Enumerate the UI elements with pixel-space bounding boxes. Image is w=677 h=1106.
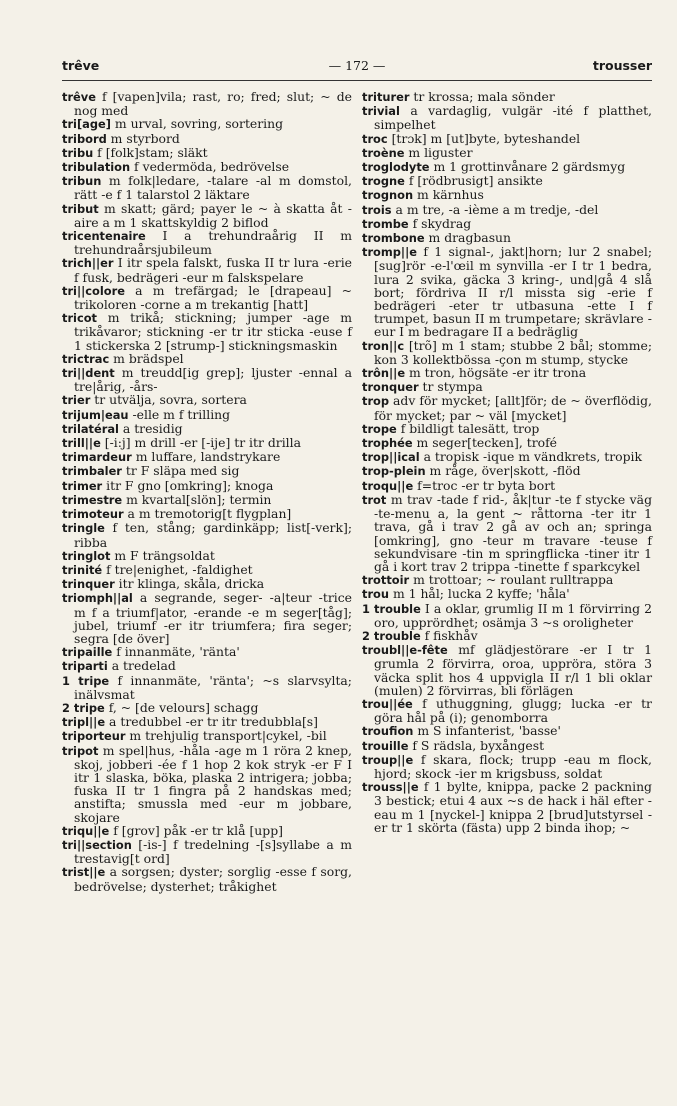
dictionary-entry [362,602,652,629]
entry-definition: f [grov] påk -er tr klå [upp] [109,822,283,838]
dictionary-entry [362,724,652,738]
dictionary-entry [362,394,652,421]
entry-definition: -elle m f trilling [128,406,231,422]
entry-headword: triturer [362,90,410,104]
entry-definition: I a oklar, grumlig II m 1 förvirring 2 oro, upprördhet; osämja 3 ~s oroligheter [374,600,652,630]
dictionary-entry [362,203,652,217]
entry-definition: f [rödbrusigt] ansikte [404,173,543,189]
dictionary-entry [62,408,352,422]
entry-headword: tricot [62,311,97,326]
entry-headword: 1 trouble [362,601,421,616]
dictionary-entry [62,715,352,729]
entry-definition: m F trängsoldat [110,547,215,563]
entry-definition: m trav -tade f rid-, åk|tur -te f stycke väg -te-menu a, la gent ~ råttorna -ter itr 1 trava, gå i trav 2 gå av och an; springa [omkring], gno -teur m travare -teuse f sekundvisare -tin m springflicka -tiner itr 1 gå i kort trav 2 trippa -tinette f sparkcykel [374,491,652,574]
entry-headword: tripaille [62,645,113,660]
entry-headword: tripl||e [62,715,106,730]
entry-definition: f vedermöda, bedrövelse [130,159,290,175]
header-rule [62,80,652,81]
dictionary-entry [362,217,652,231]
entry-definition: m kvartal[slön]; termin [122,491,272,507]
entry-definition: adv för mycket; [allt]för; de ~ överflödig, för mycket; par ~ väl [mycket] [374,393,652,423]
dictionary-entry [62,352,352,366]
dictionary-entry [362,643,652,697]
dictionary-entry [362,479,652,493]
entry-definition: m luffare, landstrykare [131,449,281,465]
entry-definition: f bildligt talesätt, trop [396,420,540,436]
entry-definition: f, ~ [de velours] schagg [104,699,259,715]
entry-headword: trier [62,393,91,408]
entry-headword: trouille [362,738,409,753]
entry-headword: troup||e [362,752,414,767]
left-column [62,90,352,893]
entry-headword: trinité [62,562,103,577]
entry-definition: a tropisk -ique m vändkrets, tropik [419,449,643,465]
entry-headword: trimardeur [62,450,132,465]
entry-headword: tricentenaire [62,229,146,244]
dictionary-entry [62,311,352,352]
entry-definition: f=troc -er tr byta bort [413,477,556,493]
dictionary-entry [62,366,352,393]
entry-headword: trouss||e [362,780,419,795]
entry-definition: m 1 grottinvånare 2 gärdsmyg [429,159,626,175]
dictionary-entry [362,739,652,753]
entry-definition: tr F släpa med sig [121,463,240,479]
last-headword-guide: trousser [592,58,652,73]
entry-headword: trombe [362,216,409,231]
entry-headword: trou [362,587,389,602]
entry-definition: a m tremotorig[t flygplan] [123,506,292,522]
entry-definition: f tre|enighet, -faldighet [102,561,253,577]
dictionary-entry [362,464,652,478]
entry-headword: trogne [362,174,405,189]
dictionary-entry [62,436,352,450]
dictionary-entry [62,507,352,521]
dictionary-entry [62,549,352,563]
dictionary-entry [62,90,352,117]
entry-definition: m skatt; gärd; payer le ~ à skatta åt -aire a m 1 skattskyldig 2 biflod [74,200,352,230]
entry-definition: f innanmäte, 'ränta'; ~s slarvsylta; inälvsmat [74,672,352,702]
entry-headword: trictrac [62,351,110,366]
entry-definition: a m tre, -a -ième a m tredje, -del [391,201,599,217]
entry-definition: f 1 bylte, knippa, packe 2 packning 3 bestick; etui 4 aux ~s de hack i häl efter -eau m 1 [nyckel-] knippa 2 [brud]utstyrsel -er tr 1 skörta (fästa) upp 2 binda ihop; ~ [374,779,652,835]
entry-definition: f S rädsla, byxångest [408,737,545,753]
dictionary-entry [62,493,352,507]
entry-definition: m trehjulig transport|cykel, -bil [125,728,327,744]
entry-headword: trot [362,492,387,507]
entry-headword: tri||section [62,837,132,852]
entry-definition: [trɔk] m [ut]byte, byteshandel [387,130,581,146]
dictionary-entry [62,284,352,311]
dictionary-entry [62,645,352,659]
entry-headword: trope [362,421,397,436]
right-column [362,90,652,834]
entry-definition: a segrande, seger- -a|teur -trice m f a triumf|ator, -erande -e m seger[tåg]; jubel, triumf -er itr triumfera; fira seger; segra [de över] [74,590,352,646]
entry-headword: tri[age] [62,117,111,132]
entry-definition: a m trefärgad; le [drapeau] ~ trikoloren -corne a m trekantig [hatt] [74,282,352,313]
dictionary-entry [362,174,652,188]
entry-headword: trôn||e [362,366,406,381]
dictionary-entry [62,160,352,174]
entry-definition: m treudd[ig grep]; ljuster -ennal a tre|årig, -års- [74,365,352,395]
entry-headword: trottoir [362,573,410,588]
dictionary-entry [362,493,652,573]
entry-headword: trivial [362,104,400,119]
dictionary-entry [62,393,352,407]
dictionary-entry [362,245,652,338]
entry-headword: 2 tripe [62,700,105,715]
entry-headword: trimer [62,478,103,493]
entry-headword: tribu [62,145,94,160]
dictionary-entry [62,674,352,701]
dictionary-entry [362,436,652,450]
entry-definition: m tron, högsäte -er itr trona [405,365,587,381]
dictionary-entry [362,422,652,436]
entry-definition: a tredelad [107,658,176,674]
entry-definition: m trikå; stickning; jumper -age m trikåvaror; stickning -er tr itr sticka -euse f 1 stickerska 2 [strump-] stickningsmaskin [74,310,352,353]
entry-definition: f [folk]stam; släkt [93,144,208,160]
entry-definition: a tresidig [118,420,183,436]
entry-definition: mf glädjestörare -er I tr 1 grumla 2 förvirra, oroa, uppröra, störa 3 väcka split hos 4 uppvigla II r/l 1 bli oklar (mulen) 2 förvirras, bli förlägen [374,642,652,698]
entry-headword: trop||ical [362,450,420,465]
dictionary-entry [62,479,352,493]
entry-headword: trognon [362,188,414,203]
entry-definition: f innanmäte, 'ränta' [112,644,240,660]
entry-definition: a vardaglig, vulgär -ité f platthet, simpelhet [374,103,652,133]
dictionary-entry [362,629,652,643]
entry-headword: trilatéral [62,421,119,436]
entry-definition: m liguster [404,144,473,160]
entry-definition: tr utvälja, sovra, sortera [90,392,247,408]
dictionary-entry [62,117,352,131]
entry-definition: f uthuggning, glugg; lucka -er tr göra hål på (i); genomborra [374,695,652,726]
entry-headword: trich||er [62,256,114,271]
entry-headword: tringle [62,521,105,536]
dictionary-entry [362,380,652,394]
entry-headword: trill||e [62,436,101,451]
dictionary-entry [62,202,352,229]
dictionary-entry [62,838,352,865]
entry-headword: trimestre [62,492,123,507]
entry-headword: trois [362,202,392,217]
page-header [62,58,652,78]
entry-definition: f skydrag [408,215,472,231]
dictionary-entry [62,865,352,892]
entry-definition: [trõ] m 1 stam; stubbe 2 bål; stomme; kon 3 kollektbössa -çon m stump, stycke [374,337,652,367]
entry-headword: triparti [62,659,108,674]
entry-headword: tribut [62,201,99,216]
entry-headword: 1 tripe [62,673,110,688]
dictionary-entry [362,753,652,780]
dictionary-entry [362,780,652,834]
entry-headword: trinquer [62,577,115,592]
first-headword-guide: trêve [62,58,100,73]
dictionary-entry [62,591,352,645]
entry-headword: trombone [362,231,425,246]
entry-headword: troglodyte [362,160,430,175]
dictionary-entry [62,824,352,838]
dictionary-entry [362,366,652,380]
dictionary-entry [62,256,352,283]
entry-headword: trijum|eau [62,407,129,422]
dictionary-entry [62,577,352,591]
dictionary-entry [362,573,652,587]
entry-definition: m dragbasun [424,230,512,246]
entry-definition: f skara, flock; trupp -eau m flock, hjord; skock -ier m krigsbuss, soldat [374,751,652,781]
dictionary-entry [62,659,352,673]
dictionary-entry [362,90,652,104]
entry-definition: itr F gno [omkring]; knoga [102,477,274,493]
entry-definition: a sorgsen; dyster; sorglig -esse f sorg, bedrövelse; dysterhet; tråkighet [74,864,352,894]
entry-headword: tribun [62,174,102,189]
entry-headword: tri||colore [62,283,125,298]
entry-definition: tr stympa [418,379,483,395]
dictionary-entry [362,146,652,160]
entry-definition: f ten, stång; gardinkäpp; list[-verk]; ribba [74,520,352,550]
dictionary-entry [362,132,652,146]
dictionary-entry [62,744,352,824]
entry-definition: m folk|ledare, -talare -al m domstol, rätt -e f 1 talarstol 2 läktare [74,173,352,203]
entry-definition: itr klinga, skåla, dricka [114,576,265,592]
entry-definition: m brädspel [109,350,184,366]
entry-headword: tronquer [362,380,419,395]
entry-headword: trist||e [62,865,106,880]
dictionary-entry [362,587,652,601]
entry-headword: triqu||e [62,823,110,838]
dictionary-entry [62,146,352,160]
entry-definition: m styrbord [106,130,180,146]
entry-definition: m spel|hus, -håla -age m 1 röra 2 knep, skoj, jobberi -ée f 1 hop 2 kok stryk -er F I itr 1 slaska, böka, plaska 2 intrigera; jobba; fuska II tr 1 fingra på 2 handskas med; anstifta; smussla med -eur m jobbare, skojare [74,742,352,825]
entry-definition: [-is-] f tredelning -[s]syllabe a m trestavig[t ord] [74,836,352,867]
entry-headword: trêve [62,90,96,104]
dictionary-entry [362,104,652,131]
entry-headword: trimoteur [62,507,124,522]
entry-definition: m 1 hål; lucka 2 kyffe; 'håla' [389,586,570,602]
page-number: — 172 — [328,58,386,73]
entry-definition: m urval, sovring, sortering [110,116,284,132]
dictionary-entry [62,174,352,201]
dictionary-entry [362,231,652,245]
entry-headword: tribulation [62,160,131,175]
entry-headword: troufion [362,724,414,739]
entry-definition: m råge, över|skott, -flöd [425,463,581,479]
dictionary-entry [62,229,352,256]
entry-definition: f [vapen]vila; rast, ro; fred; slut; ~ de nog med [74,89,352,119]
entry-headword: troc [362,131,388,146]
entry-headword: troubl||e-fête [362,643,448,658]
entry-headword: tripot [62,743,99,758]
entry-headword: tringlot [62,548,111,563]
entry-definition: I itr spela falskt, fuska II tr lura -erie f fusk, bedrägeri -eur m falskspelare [74,255,352,285]
dictionary-entry [362,450,652,464]
dictionary-entry [62,464,352,478]
entry-headword: 2 trouble [362,628,421,643]
entry-headword: tromp||e [362,245,417,260]
dictionary-entry [62,563,352,577]
dictionary-entry [62,132,352,146]
entry-definition: m trottoar; ~ roulant rulltrappa [409,572,614,588]
entry-headword: trop-plein [362,464,426,479]
entry-definition: f 1 signal-, jakt|horn; lur 2 snabel; [sug]rör -e-l'œil m synvilla -er I tr 1 bedra, lura 2 svika, gäcka 3 kring-, und|gå 4 slå bort; fördriva II r/l missta sig -erie f bedrägeri -eter tr utbasuna -ette I f trumpet, basun II m trumpetare; skrävlare -eur I m bedragare II a bedräglig [374,244,652,340]
dictionary-entry [362,697,652,724]
entry-headword: trop [362,394,390,409]
entry-headword: tri||dent [62,366,115,381]
dictionary-entry [62,450,352,464]
entry-headword: trimbaler [62,464,122,479]
entry-headword: triporteur [62,729,126,744]
entry-definition: m S infanterist, 'basse' [413,723,561,739]
entry-definition: I a trehundraårig II m trehundraårsjubileum [74,228,352,258]
entry-definition: a tredubbel -er tr itr tredubbla[s] [105,714,318,730]
entry-headword: trou||ée [362,696,413,711]
entry-headword: troène [362,145,405,160]
entry-definition: m kärnhus [413,187,484,203]
dictionary-entry [62,729,352,743]
dictionary-entry [362,339,652,366]
entry-definition: f fiskhåv [420,627,478,643]
entry-headword: trophée [362,436,413,451]
dictionary-entry [62,701,352,715]
dictionary-entry [62,521,352,548]
dictionary-entry [362,160,652,174]
entry-headword: tribord [62,131,107,146]
entry-definition: m seger[tecken], trofé [412,435,558,451]
entry-definition: tr krossa; mala sönder [409,89,555,104]
dictionary-entry [62,422,352,436]
entry-headword: troqu||e [362,478,414,493]
dictionary-entry [362,188,652,202]
entry-headword: tron||c [362,338,405,353]
entry-definition: [-i:j] m drill -er [-ije] tr itr drilla [100,435,301,451]
entry-headword: triomph||al [62,591,133,606]
